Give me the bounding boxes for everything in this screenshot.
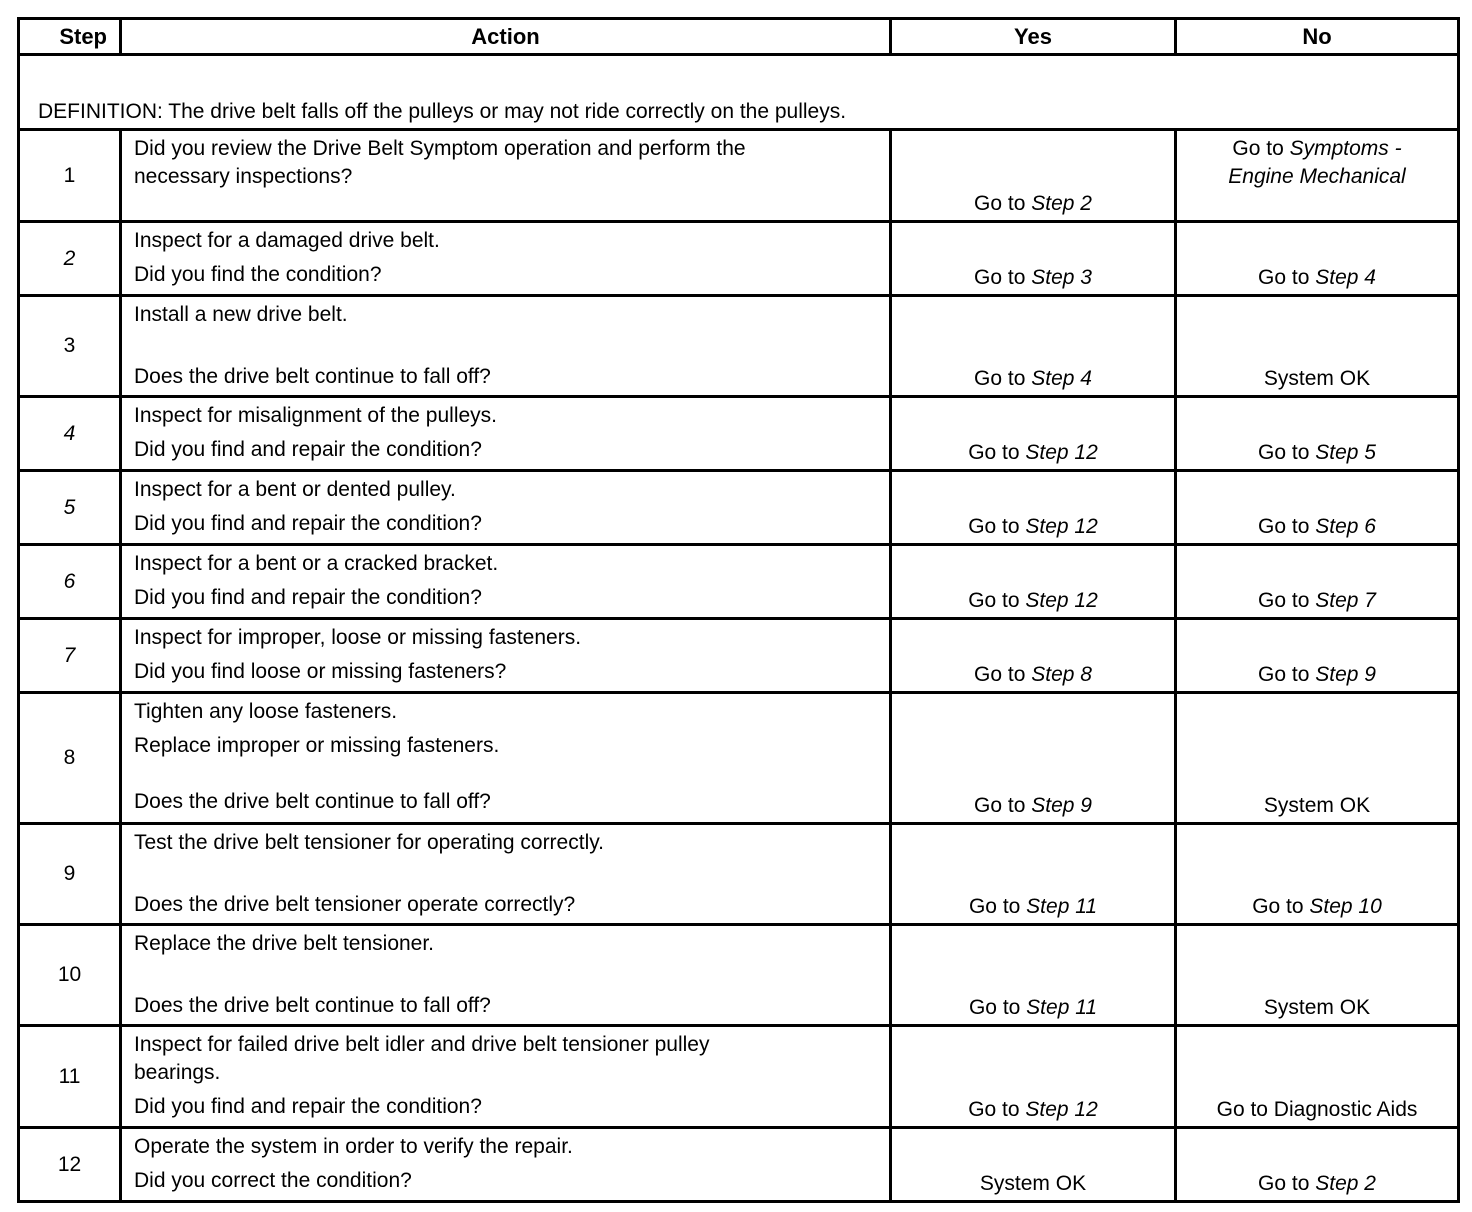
yes-prefix: Go to bbox=[974, 192, 1032, 215]
yes-target-link[interactable]: Step 3 bbox=[1031, 266, 1092, 289]
no-target-link[interactable]: Step 2 bbox=[1315, 1172, 1376, 1195]
table-row bbox=[19, 693, 1459, 824]
yes-cell bbox=[891, 693, 1176, 824]
action-line: Inspect for misalignment of the pulleys. bbox=[134, 404, 498, 427]
yes-target-link[interactable]: Step 12 bbox=[1025, 441, 1098, 464]
yes-cell bbox=[891, 1026, 1176, 1128]
action-cell bbox=[121, 397, 891, 471]
action-line: Did you review the Drive Belt Symptom operation and perform the bbox=[134, 137, 746, 160]
no-cell bbox=[1176, 693, 1459, 824]
header-row bbox=[19, 19, 1459, 55]
action-line: Does the drive belt continue to fall off? bbox=[134, 365, 491, 388]
no-target-link[interactable]: Symptoms - bbox=[1289, 137, 1402, 160]
yes-cell bbox=[891, 130, 1176, 222]
no-target-link[interactable]: Step 4 bbox=[1315, 266, 1376, 289]
step-number: 8 bbox=[19, 693, 121, 824]
table-row bbox=[19, 619, 1459, 693]
action-cell bbox=[121, 222, 891, 296]
yes-cell bbox=[891, 925, 1176, 1026]
yes-cell bbox=[891, 619, 1176, 693]
yes-target-link[interactable]: Step 2 bbox=[1031, 192, 1092, 215]
table-row bbox=[19, 397, 1459, 471]
header-no: No bbox=[1176, 19, 1459, 55]
definition-row bbox=[19, 55, 1459, 130]
step-number: 11 bbox=[19, 1026, 121, 1128]
no-prefix: Go to bbox=[1258, 266, 1316, 289]
table-row bbox=[19, 296, 1459, 397]
no-prefix: Go to bbox=[1252, 895, 1310, 918]
yes-target-link[interactable]: Step 9 bbox=[1031, 794, 1092, 817]
action-cell bbox=[121, 1128, 891, 1202]
table-row bbox=[19, 222, 1459, 296]
yes-prefix: Go to bbox=[968, 515, 1026, 538]
action-line: Did you find loose or missing fasteners? bbox=[134, 660, 507, 683]
action-line: Test the drive belt tensioner for operating correctly. bbox=[134, 831, 605, 854]
no-cell bbox=[1176, 1026, 1459, 1128]
yes-target-link[interactable]: Step 12 bbox=[1025, 515, 1098, 538]
step-number: 3 bbox=[19, 296, 121, 397]
no-target-link[interactable]: Step 7 bbox=[1315, 589, 1376, 612]
no-result: System OK bbox=[1263, 367, 1371, 390]
header-step: Step bbox=[19, 19, 121, 55]
action-line: Replace the drive belt tensioner. bbox=[134, 932, 435, 955]
yes-prefix: Go to bbox=[968, 441, 1026, 464]
action-line: Tighten any loose fasteners. bbox=[134, 700, 398, 723]
no-prefix: Go to bbox=[1258, 515, 1316, 538]
action-line: Install a new drive belt. bbox=[134, 303, 348, 326]
step-number: 12 bbox=[19, 1128, 121, 1202]
yes-cell bbox=[891, 222, 1176, 296]
table-row bbox=[19, 824, 1459, 925]
yes-target-link[interactable]: Step 12 bbox=[1025, 1098, 1098, 1121]
yes-prefix: Go to bbox=[974, 794, 1032, 817]
yes-target-link[interactable]: Step 11 bbox=[1026, 895, 1098, 918]
yes-cell bbox=[891, 397, 1176, 471]
no-cell bbox=[1176, 1128, 1459, 1202]
yes-prefix: Go to bbox=[968, 895, 1027, 918]
action-cell bbox=[121, 296, 891, 397]
no-target-link[interactable]: Step 6 bbox=[1315, 515, 1376, 538]
yes-target-link[interactable]: Step 12 bbox=[1025, 589, 1098, 612]
no-target-link[interactable]: Step 10 bbox=[1309, 895, 1382, 918]
action-line: Inspect for a bent or dented pulley. bbox=[134, 478, 456, 501]
no-result-link[interactable]: Go to Diagnostic Aids bbox=[1216, 1098, 1418, 1121]
no-cell bbox=[1176, 925, 1459, 1026]
action-line: Inspect for a bent or a cracked bracket. bbox=[134, 552, 499, 575]
step-number: 9 bbox=[19, 824, 121, 925]
no-target-link[interactable]: Step 9 bbox=[1315, 663, 1376, 686]
action-cell bbox=[121, 1026, 891, 1128]
yes-prefix: Go to bbox=[968, 1098, 1026, 1121]
yes-prefix: Go to bbox=[968, 996, 1027, 1019]
yes-cell bbox=[891, 824, 1176, 925]
no-cell bbox=[1176, 222, 1459, 296]
action-line: Does the drive belt continue to fall off? bbox=[134, 994, 491, 1017]
no-cell bbox=[1176, 130, 1459, 222]
no-result: System OK bbox=[1263, 996, 1371, 1019]
yes-target-link[interactable]: Step 11 bbox=[1026, 996, 1098, 1019]
no-prefix: Go to bbox=[1258, 663, 1316, 686]
yes-cell bbox=[891, 1128, 1176, 1202]
action-line: Did you find and repair the condition? bbox=[134, 1095, 482, 1118]
no-cell bbox=[1176, 471, 1459, 545]
no-prefix: Go to bbox=[1258, 441, 1316, 464]
yes-target-link[interactable]: Step 4 bbox=[1031, 367, 1092, 390]
no-cell bbox=[1176, 824, 1459, 925]
action-line: necessary inspections? bbox=[134, 165, 353, 188]
no-result: System OK bbox=[1263, 794, 1371, 817]
action-line: Replace improper or missing fasteners. bbox=[134, 734, 500, 757]
header-yes: Yes bbox=[891, 19, 1176, 55]
step-number: 2 bbox=[19, 222, 121, 296]
action-line: Inspect for improper, loose or missing fasteners. bbox=[134, 626, 582, 649]
action-cell bbox=[121, 693, 891, 824]
no-cell bbox=[1176, 545, 1459, 619]
action-line: Inspect for a damaged drive belt. bbox=[134, 229, 440, 252]
table-row bbox=[19, 130, 1459, 222]
yes-prefix: Go to bbox=[968, 589, 1026, 612]
action-line: Did you find and repair the condition? bbox=[134, 512, 482, 535]
action-line: Did you correct the condition? bbox=[134, 1169, 412, 1192]
no-target-link-cont[interactable]: Engine Mechanical bbox=[1228, 165, 1406, 188]
action-line: Did you find and repair the condition? bbox=[134, 586, 482, 609]
yes-prefix: Go to bbox=[974, 266, 1032, 289]
action-line: Did you find the condition? bbox=[134, 263, 382, 286]
no-target-link[interactable]: Step 5 bbox=[1315, 441, 1376, 464]
step-number: 10 bbox=[19, 925, 121, 1026]
action-line: Did you find and repair the condition? bbox=[134, 438, 482, 461]
yes-prefix: Go to bbox=[974, 663, 1032, 686]
action-cell bbox=[121, 619, 891, 693]
definition-text: DEFINITION: The drive belt falls off the pulleys or may not ride correctly on the pulleys. bbox=[19, 55, 1459, 130]
table-row bbox=[19, 1128, 1459, 1202]
step-number: 4 bbox=[19, 397, 121, 471]
no-cell bbox=[1176, 296, 1459, 397]
yes-result: System OK bbox=[979, 1172, 1087, 1195]
no-prefix: Go to bbox=[1258, 589, 1316, 612]
yes-prefix: Go to bbox=[974, 367, 1032, 390]
yes-cell bbox=[891, 296, 1176, 397]
action-cell bbox=[121, 130, 891, 222]
yes-target-link[interactable]: Step 8 bbox=[1031, 663, 1092, 686]
step-number: 7 bbox=[19, 619, 121, 693]
header-action: Action bbox=[121, 19, 891, 55]
action-cell bbox=[121, 545, 891, 619]
action-line: Operate the system in order to verify the repair. bbox=[134, 1135, 573, 1158]
action-cell bbox=[121, 471, 891, 545]
table-row bbox=[19, 471, 1459, 545]
step-number: 6 bbox=[19, 545, 121, 619]
no-prefix: Go to bbox=[1258, 1172, 1316, 1195]
action-line: Does the drive belt continue to fall off? bbox=[134, 790, 491, 813]
no-cell bbox=[1176, 619, 1459, 693]
no-cell bbox=[1176, 397, 1459, 471]
action-cell bbox=[121, 824, 891, 925]
table-row bbox=[19, 1026, 1459, 1128]
yes-cell bbox=[891, 471, 1176, 545]
action-line: Inspect for failed drive belt idler and drive belt tensioner pulley bbox=[134, 1033, 710, 1056]
table-row bbox=[19, 545, 1459, 619]
diagnostic-table bbox=[17, 17, 1460, 1203]
action-cell bbox=[121, 925, 891, 1026]
yes-cell bbox=[891, 545, 1176, 619]
step-number: 1 bbox=[19, 130, 121, 222]
no-prefix: Go to bbox=[1232, 137, 1290, 160]
step-number: 5 bbox=[19, 471, 121, 545]
action-line: Does the drive belt tensioner operate correctly? bbox=[134, 893, 576, 916]
table-row bbox=[19, 925, 1459, 1026]
action-line: bearings. bbox=[134, 1061, 221, 1084]
